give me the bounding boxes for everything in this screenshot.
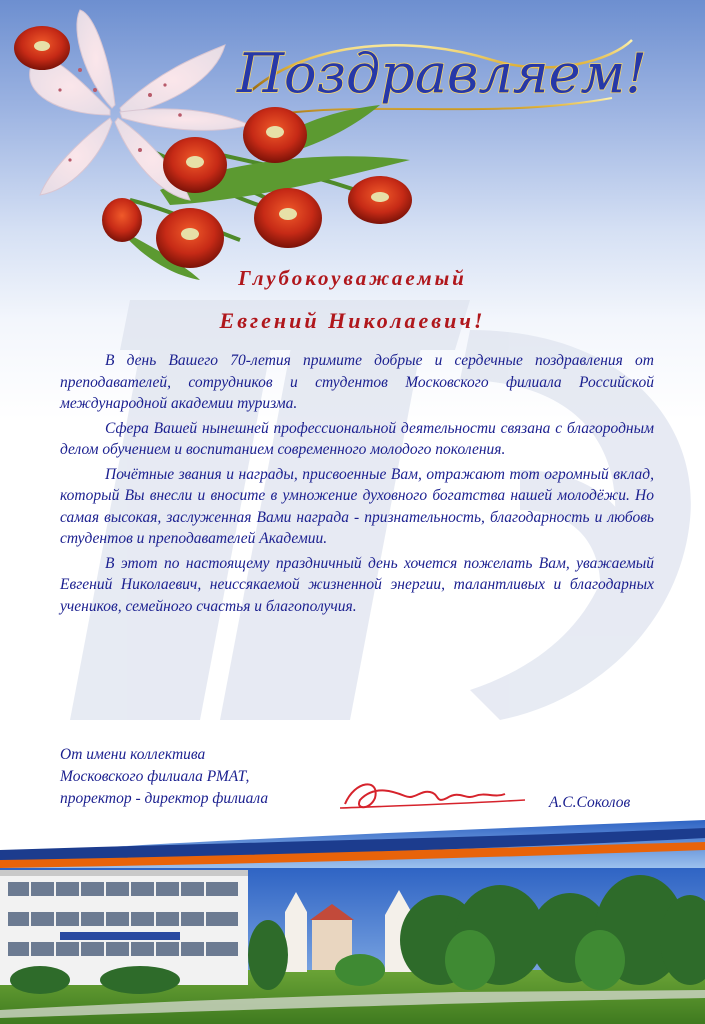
signature-line-3: проректор - директор филиала [60, 790, 269, 807]
paragraph-1: В день Вашего 70-летия примите добрые и сердечные поздравления от преподавателей, сотрудников и студентов Московского филиала Российской международной академии туризма. [60, 352, 654, 412]
signature-line-1: От имени коллектива [60, 746, 206, 763]
signer-name: А.С.Соколов [549, 794, 631, 811]
flower-bouquet-image [0, 0, 430, 280]
handwritten-signature [335, 770, 535, 818]
signature-line-2: Московского филиала РМАТ, [60, 768, 250, 785]
paragraph-3: Почётные звания и награды, присвоенные Вам, отражают тот огромный вклад, который Вы внесли и вносите в умножение духовного богатства нашей молодёжи. Но самая высокая, заслуженная Вами награда - признательность, благодарность и любовь студентов и преподавателей Академии. [60, 465, 654, 547]
title-text: Поздравляем! [236, 42, 648, 105]
campus-photo-footer [0, 820, 705, 1024]
paragraph-2: Сфера Вашей нынешней профессиональной деятельности связана с благородным делом обучением и воспитанием современного молодого поколения. [60, 419, 654, 458]
letter-body [60, 350, 654, 620]
greeting-line-2: Евгений Николаевич! [219, 308, 486, 333]
paragraph-4: В этот по настоящему праздничный день хочется пожелать Вам, уважаемый Евгений Николаевич, неиссякаемой жизненной энергии, талантливых и благодарных учеников, семейного счастья и благополучия. [60, 554, 654, 615]
greeting-line-1: Глубокоуважаемый [238, 266, 467, 290]
signature-block [60, 744, 268, 810]
